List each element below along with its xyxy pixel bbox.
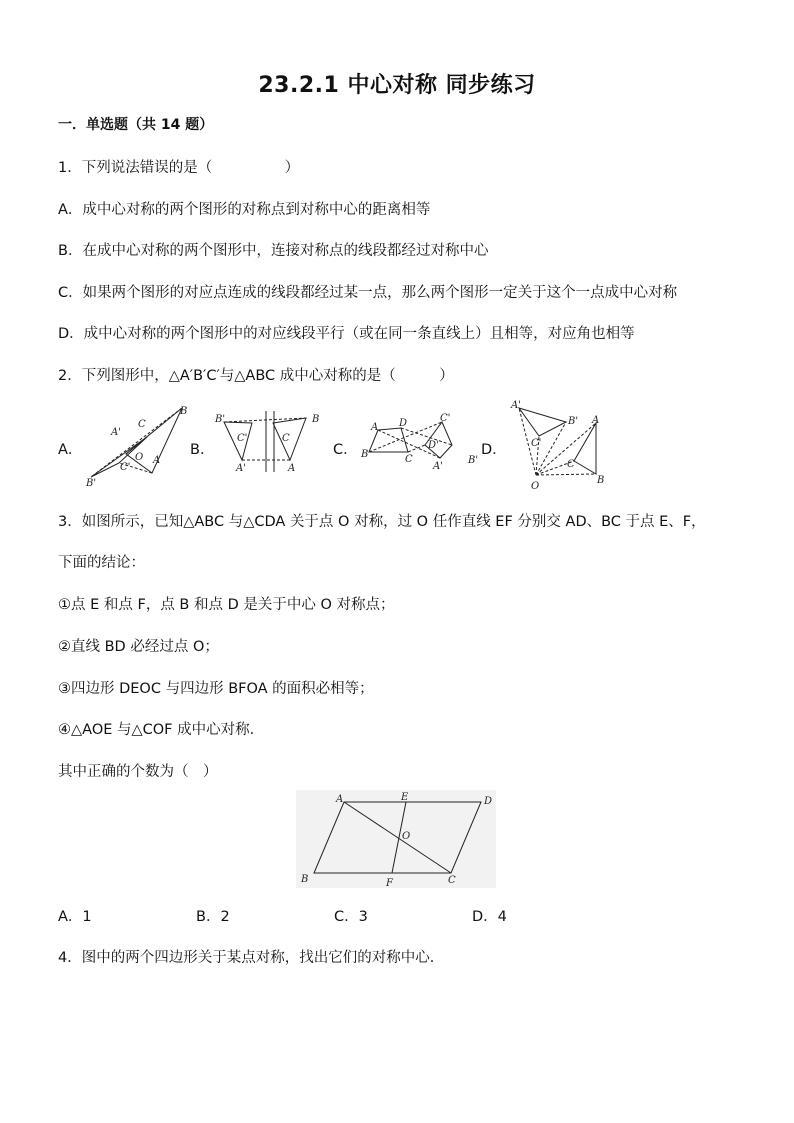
q1-option-b: B．在成中心对称的两个图形中，连接对称点的线段都经过对称中心 [58, 243, 489, 259]
q2-label-b: B． [190, 442, 215, 458]
page-title: 23.2.1 中心对称 同步练习 [258, 73, 536, 98]
q3-statement-1: ①点 E 和点 F，点 B 和点 D 是关于中心 O 对称点； [58, 597, 395, 613]
fig-c-label-a: A [371, 422, 379, 433]
q2-figure-b [210, 408, 328, 478]
fig-d-label-c: C [567, 459, 575, 470]
q2-label-d: D． [481, 442, 507, 458]
q3-fig-label-c: C [448, 875, 456, 886]
fig-a-label-b1: B' [86, 478, 97, 489]
q1-option-d: D．成中心对称的两个图形中的对应线段平行（或在同一条直线上）且相等，对应角也相等 [58, 326, 635, 342]
fig-b-label-b: B [312, 414, 320, 425]
fig-a-label-a1: A' [111, 427, 121, 438]
q3-statement-2: ②直线 BD 必经过点 O； [58, 639, 219, 655]
fig-d-label-a1: A' [511, 400, 521, 411]
fig-b-label-a: A [288, 463, 296, 474]
q3-option-d: D．4 [472, 909, 507, 925]
q3-statement-4: ④△AOE 与△COF 成中心对称． [58, 722, 265, 738]
q3-option-a: A．1 [58, 909, 92, 925]
q2-label-c: C． [333, 442, 358, 458]
q2-figure-a [80, 400, 195, 492]
q3-fig-label-e: E [401, 792, 409, 803]
q3-fig-label-f: F [386, 878, 393, 888]
q4-stem: 4．图中的两个四边形关于某点对称，找出它们的对称中心． [58, 950, 445, 966]
fig-a-label-c1: C' [120, 462, 131, 473]
q1-option-c: C．如果两个图形的对应点连成的线段都经过某一点，那么两个图形一定关于这个一点成中心对称 [58, 285, 678, 301]
q3-option-c: C．3 [334, 909, 368, 925]
q3-question: 其中正确的个数为（ ） [58, 764, 218, 780]
fig-b-label-c: C [282, 433, 290, 444]
q3-stem-line2: 下面的结论： [58, 555, 145, 571]
q2-figure-d [505, 397, 615, 493]
q3-fig-label-a: A [336, 794, 344, 805]
fig-c-label-a1: A' [433, 461, 443, 472]
fig-b-label-a1: A' [236, 463, 246, 474]
fig-b-label-b1: B' [215, 414, 226, 425]
fig-c-label-c1: C' [440, 413, 451, 424]
fig-a-label-b: B [180, 406, 188, 417]
fig-a-label-a: A [153, 455, 161, 466]
fig-d-label-c1: C' [531, 438, 542, 449]
fig-d-label-b: B [597, 475, 605, 486]
q3-fig-label-o: O [402, 831, 411, 842]
fig-c-label-d1: D' [428, 440, 439, 451]
q2-figure-c [355, 410, 485, 478]
q1-stem: 1．下列说法错误的是（ ） [58, 160, 300, 176]
q1-option-a: A．成中心对称的两个图形的对称点到对称中心的距离相等 [58, 202, 431, 218]
q3-statement-3: ③四边形 DEOC 与四边形 BFOA 的面积必相等； [58, 681, 374, 697]
q3-parallelogram-figure [296, 790, 496, 888]
fig-c-label-c: C [405, 454, 413, 465]
fig-b-label-c1: C' [237, 433, 248, 444]
q2-stem: 2．下列图形中，△A′B′C′与△ABC 成中心对称的是（ ） [58, 368, 454, 384]
q3-option-b: B．2 [196, 909, 230, 925]
q2-label-a: A． [58, 442, 83, 458]
fig-d-label-b1: B' [568, 416, 579, 427]
q3-fig-label-b: B [301, 874, 309, 885]
fig-d-label-o: O [531, 481, 540, 492]
fig-a-label-o: O [135, 452, 144, 463]
q3-fig-label-d: D [484, 796, 493, 807]
fig-d-label-a: A [592, 415, 600, 426]
fig-c-label-d: D [399, 418, 408, 429]
fig-c-label-b: B [361, 449, 369, 460]
fig-c-label-b1: B' [468, 455, 479, 466]
section-heading: 一．单选题（共 14 题） [58, 117, 214, 133]
q3-stem-line1: 3．如图所示，已知△ABC 与△CDA 关于点 O 对称，过 O 任作直线 EF 分别交 AD、BC 于点 E、F， [58, 514, 706, 530]
fig-a-label-c: C [138, 419, 146, 430]
